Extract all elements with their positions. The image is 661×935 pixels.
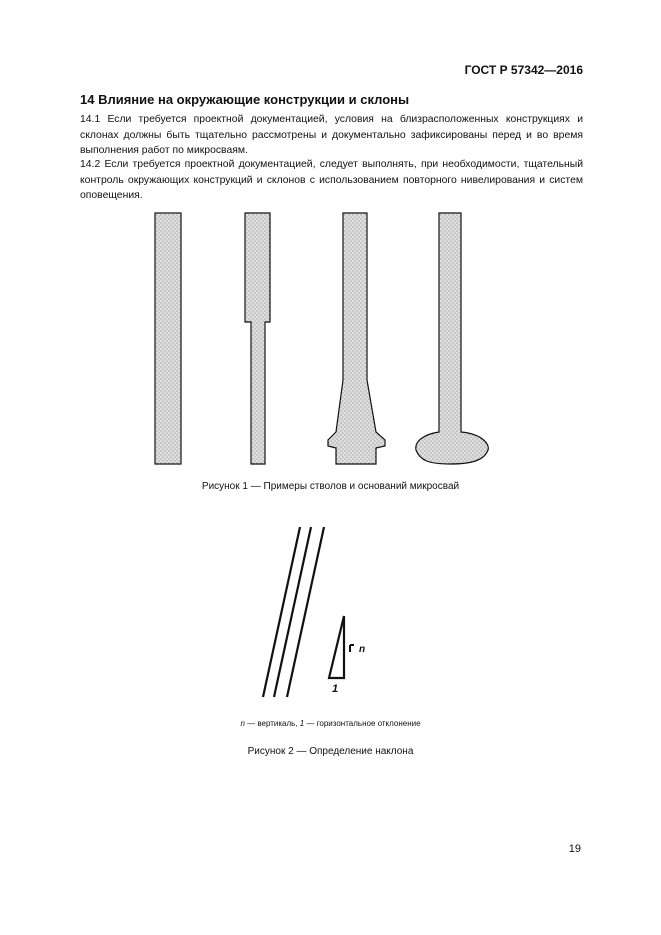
pile-bulb-base-shaft (416, 213, 489, 464)
legend-n: n (240, 719, 245, 728)
paragraph-14-1: 14.1 Если требуется проектной документацией, условия на близрасположенных конструкциях и склонах должны быть тщательно рассмотрены и документально зафиксированы перед и во время выполнения работ по микросваям. (80, 114, 583, 157)
pile-outline-left (263, 527, 300, 697)
pile-belled-base-shaft (328, 213, 385, 464)
label-n: n (359, 644, 366, 655)
legend-1: 1 (299, 719, 305, 728)
figure-2-legend (220, 717, 441, 730)
figure-1-caption: Рисунок 1 — Примеры стволов и оснований микросвай (201, 481, 460, 492)
pile-straight-shaft (155, 213, 181, 464)
figure-1-pile-shapes (140, 210, 500, 470)
figure-2-caption: Рисунок 2 — Определение наклона (247, 746, 414, 757)
section-heading: 14 Влияние на окружающие конструкции и склоны (80, 92, 410, 107)
legend-horizontal: — горизонтальное отклонение (304, 719, 421, 728)
pile-stepped-shaft (245, 213, 270, 464)
document-code: ГОСТ Р 57342—2016 (464, 63, 583, 77)
label-1: 1 (332, 683, 339, 695)
figure-2-inclination (250, 520, 390, 710)
slope-triangle (329, 616, 344, 678)
page-number: 19 (568, 843, 581, 855)
legend-vertical: — вертикаль, (244, 719, 300, 728)
paragraph-14-2: 14.2 Если требуется проектной документацией, следует выполнять, при необходимости, тщательный контроль окружающих конструкций и склонов с использованием повторного нивелирования и систем оповещения. (80, 159, 583, 202)
